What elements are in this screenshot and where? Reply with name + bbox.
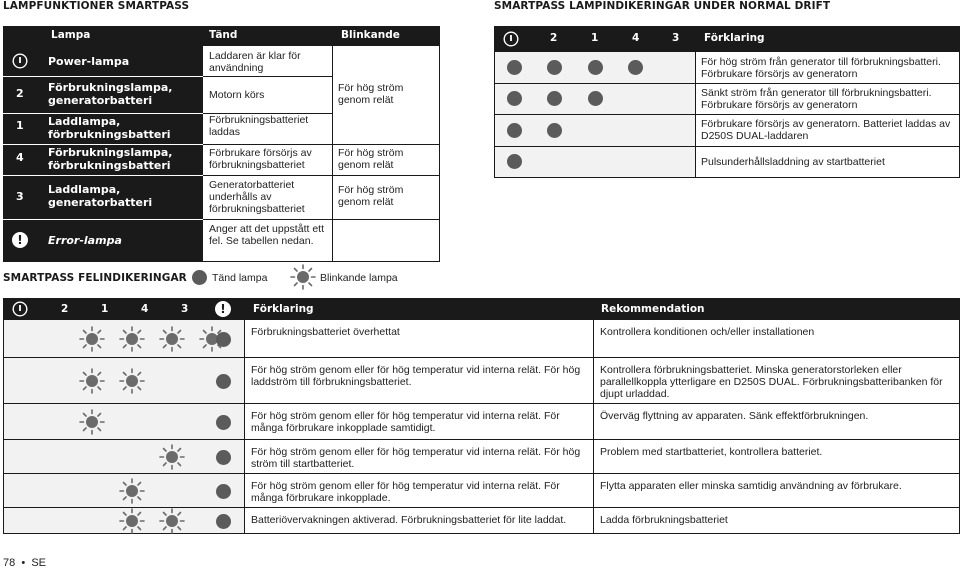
header-lamp-3: 3	[181, 303, 189, 315]
row-divider	[495, 83, 960, 84]
right-table-body	[494, 52, 960, 178]
header-explanation: Förklaring	[253, 303, 314, 315]
error-lamp-lit-icon	[216, 484, 231, 499]
lamp-label-3: Laddlampa, generatorbatteri	[48, 183, 153, 209]
header-lamp: Lampa	[51, 29, 91, 41]
blinking-lamp-icon	[79, 368, 105, 394]
error-lamp-lit-icon	[216, 415, 231, 430]
blink-desc-4: För hög ström genom relät	[338, 147, 404, 171]
lamp-number-3: 3	[16, 190, 24, 203]
blinking-lamp-icon	[290, 264, 316, 290]
blinking-lamp-icon	[159, 326, 185, 352]
lit-lamp-icon	[547, 91, 562, 106]
row-divider	[4, 439, 960, 440]
header-lamp-2: 2	[61, 303, 69, 315]
header-lamp-1: 1	[591, 32, 599, 44]
explanation-text: För hög ström genom eller för hög temperatur vid interna relät. För många förbrukare inkopplade.	[251, 480, 560, 504]
recommendation-text: Problem med startbatteriet, kontrollera batteriet.	[600, 446, 823, 458]
explanation-text: Pulsunderhållsladdning av startbatteriet	[701, 156, 885, 168]
on-desc-4: Förbrukare försörjs av förbrukningsbatteriet	[209, 147, 312, 171]
legend-title: SMARTPASS FELINDIKERINGAR	[3, 272, 187, 284]
blinking-lamp-icon	[79, 409, 105, 435]
on-desc-1: Förbrukningsbatteriet laddas	[209, 114, 309, 138]
row-divider	[4, 507, 960, 508]
row-divider	[4, 357, 960, 358]
header-lamp-4: 4	[632, 32, 640, 44]
lit-lamp-icon	[628, 60, 643, 75]
row-divider	[203, 175, 440, 176]
blink-desc-2: För hög ström genom relät	[338, 82, 404, 106]
recommendation-text: Överväg flyttning av apparaten. Sänk effektförbrukningen.	[600, 410, 869, 422]
explanation-text: För hög ström genom eller för hög temperatur vid interna relät. För många förbrukare inkopplade samtidigt.	[251, 410, 560, 434]
power-icon	[12, 53, 28, 69]
bottom-table-body	[3, 320, 960, 534]
row-divider	[495, 114, 960, 115]
row-divider	[203, 219, 440, 220]
lit-lamp-icon	[507, 60, 522, 75]
lamp-number-1: 1	[16, 119, 24, 132]
legend-blink-label: Blinkande lampa	[320, 272, 398, 284]
header-lamp-1: 1	[101, 303, 109, 315]
explanation-text: För hög ström från generator till förbrukningsbatteri. Förbrukare försörjs av generatorn	[701, 56, 941, 80]
header-on: Tänd	[209, 29, 238, 41]
recommendation-text: Kontrollera förbrukningsbatteriet. Minska generatorstorleken eller parallellkoppla ytterligare en D250S DUAL. Förbrukningsbatteribanken för djupt urladdad.	[600, 364, 943, 400]
error-lamp-lit-icon	[216, 332, 231, 347]
row-divider	[3, 76, 203, 77]
blinking-lamp-icon	[79, 326, 105, 352]
blink-desc-3: För hög ström genom relät	[338, 184, 404, 208]
header-explanation: Förklaring	[704, 32, 765, 44]
row-divider	[3, 144, 203, 145]
left-table-body	[3, 45, 440, 262]
header-lamp-2: 2	[550, 32, 558, 44]
blinking-lamp-icon	[119, 326, 145, 352]
on-desc-2: Motorn körs	[209, 89, 265, 101]
row-divider	[495, 146, 960, 147]
lamp-number-2: 2	[16, 87, 24, 100]
row-divider	[3, 175, 203, 176]
blinking-lamp-icon	[119, 478, 145, 504]
lit-lamp-icon	[507, 154, 522, 169]
explanation-text: För hög ström genom eller för hög temperatur vid interna relät. För hög laddström till förbrukningsbatteriet.	[251, 364, 581, 388]
alert-icon: !	[12, 232, 28, 248]
on-desc-3: Generatorbatteriet underhålls av förbrukningsbatteriet	[209, 179, 305, 215]
lamp-label-power: Power-lampa	[48, 55, 130, 68]
left-table-header	[3, 26, 440, 45]
row-divider	[4, 403, 960, 404]
error-lamp-lit-icon	[216, 450, 231, 465]
column-divider	[593, 320, 594, 533]
explanation-text: För hög ström genom eller för hög temperatur vid interna relät. För hög ström till startbatteriet.	[251, 446, 581, 470]
lamp-label-error: Error-lampa	[48, 234, 122, 247]
header-lamp-3: 3	[672, 32, 680, 44]
on-desc-power: Laddaren är klar för användning	[209, 50, 301, 74]
error-lamp-lit-icon	[216, 514, 231, 529]
explanation-text: Förbrukare försörjs av generatorn. Batteriet laddas av D250S DUAL-laddaren	[701, 118, 951, 142]
lit-lamp-icon	[588, 60, 603, 75]
lamp-number-4: 4	[16, 151, 24, 164]
legend-on-label: Tänd lampa	[212, 272, 268, 284]
bullet-separator: •	[18, 557, 29, 569]
column-divider	[244, 320, 245, 533]
alert-icon: !	[215, 301, 231, 317]
row-divider	[203, 144, 440, 145]
on-desc-error: Anger att det uppstått ett fel. Se tabellen nedan.	[209, 223, 324, 247]
bottom-table-header	[3, 298, 960, 320]
blinking-lamp-icon	[119, 368, 145, 394]
error-lamp-lit-icon	[216, 374, 231, 389]
lamp-label-4: Förbrukningslampa, förbrukningsbatteri	[48, 146, 173, 172]
row-divider	[3, 219, 203, 220]
explanation-text: Förbrukningsbatteriet överhettat	[251, 326, 400, 338]
right-table-header	[494, 26, 960, 52]
page-footer	[3, 557, 46, 569]
left-section-title: LAMPFUNKTIONER SMARTPASS	[3, 0, 190, 12]
explanation-text: Batteriövervakningen aktiverad. Förbrukningsbatteriet för lite laddat.	[251, 514, 567, 526]
row-divider	[203, 76, 332, 77]
lit-lamp-icon	[192, 270, 207, 285]
lit-lamp-icon	[588, 91, 603, 106]
header-lamp-4: 4	[141, 303, 149, 315]
blinking-lamp-icon	[119, 508, 145, 534]
header-recommendation: Rekommendation	[601, 303, 705, 315]
row-divider	[3, 113, 203, 114]
recommendation-text: Kontrollera konditionen och/eller installationen	[600, 326, 815, 338]
blinking-lamp-icon	[159, 444, 185, 470]
right-section-title: SMARTPASS LAMPINDIKERINGAR UNDER NORMAL DRIFT	[494, 0, 831, 12]
lit-lamp-icon	[547, 123, 562, 138]
blinking-lamp-icon	[159, 508, 185, 534]
power-icon	[12, 301, 28, 317]
lit-lamp-icon	[507, 123, 522, 138]
page-number: 78	[3, 557, 16, 569]
recommendation-text: Flytta apparaten eller minska samtidig användning av förbrukare.	[600, 480, 902, 492]
lit-lamp-icon	[547, 60, 562, 75]
recommendation-text: Ladda förbrukningsbatteriet	[600, 514, 728, 526]
header-blink: Blinkande	[341, 29, 400, 41]
lit-lamp-icon	[507, 91, 522, 106]
column-divider	[332, 45, 333, 262]
lamp-label-1: Laddlampa, förbrukningsbatteri	[48, 115, 171, 141]
language-code: SE	[31, 557, 47, 569]
power-icon	[503, 31, 519, 47]
row-divider	[4, 473, 960, 474]
lamp-label-2: Förbrukningslampa, generatorbatteri	[48, 81, 173, 107]
explanation-text: Sänkt ström från generator till förbrukningsbatteri. Förbrukare försörjs av generatorn	[701, 87, 932, 111]
